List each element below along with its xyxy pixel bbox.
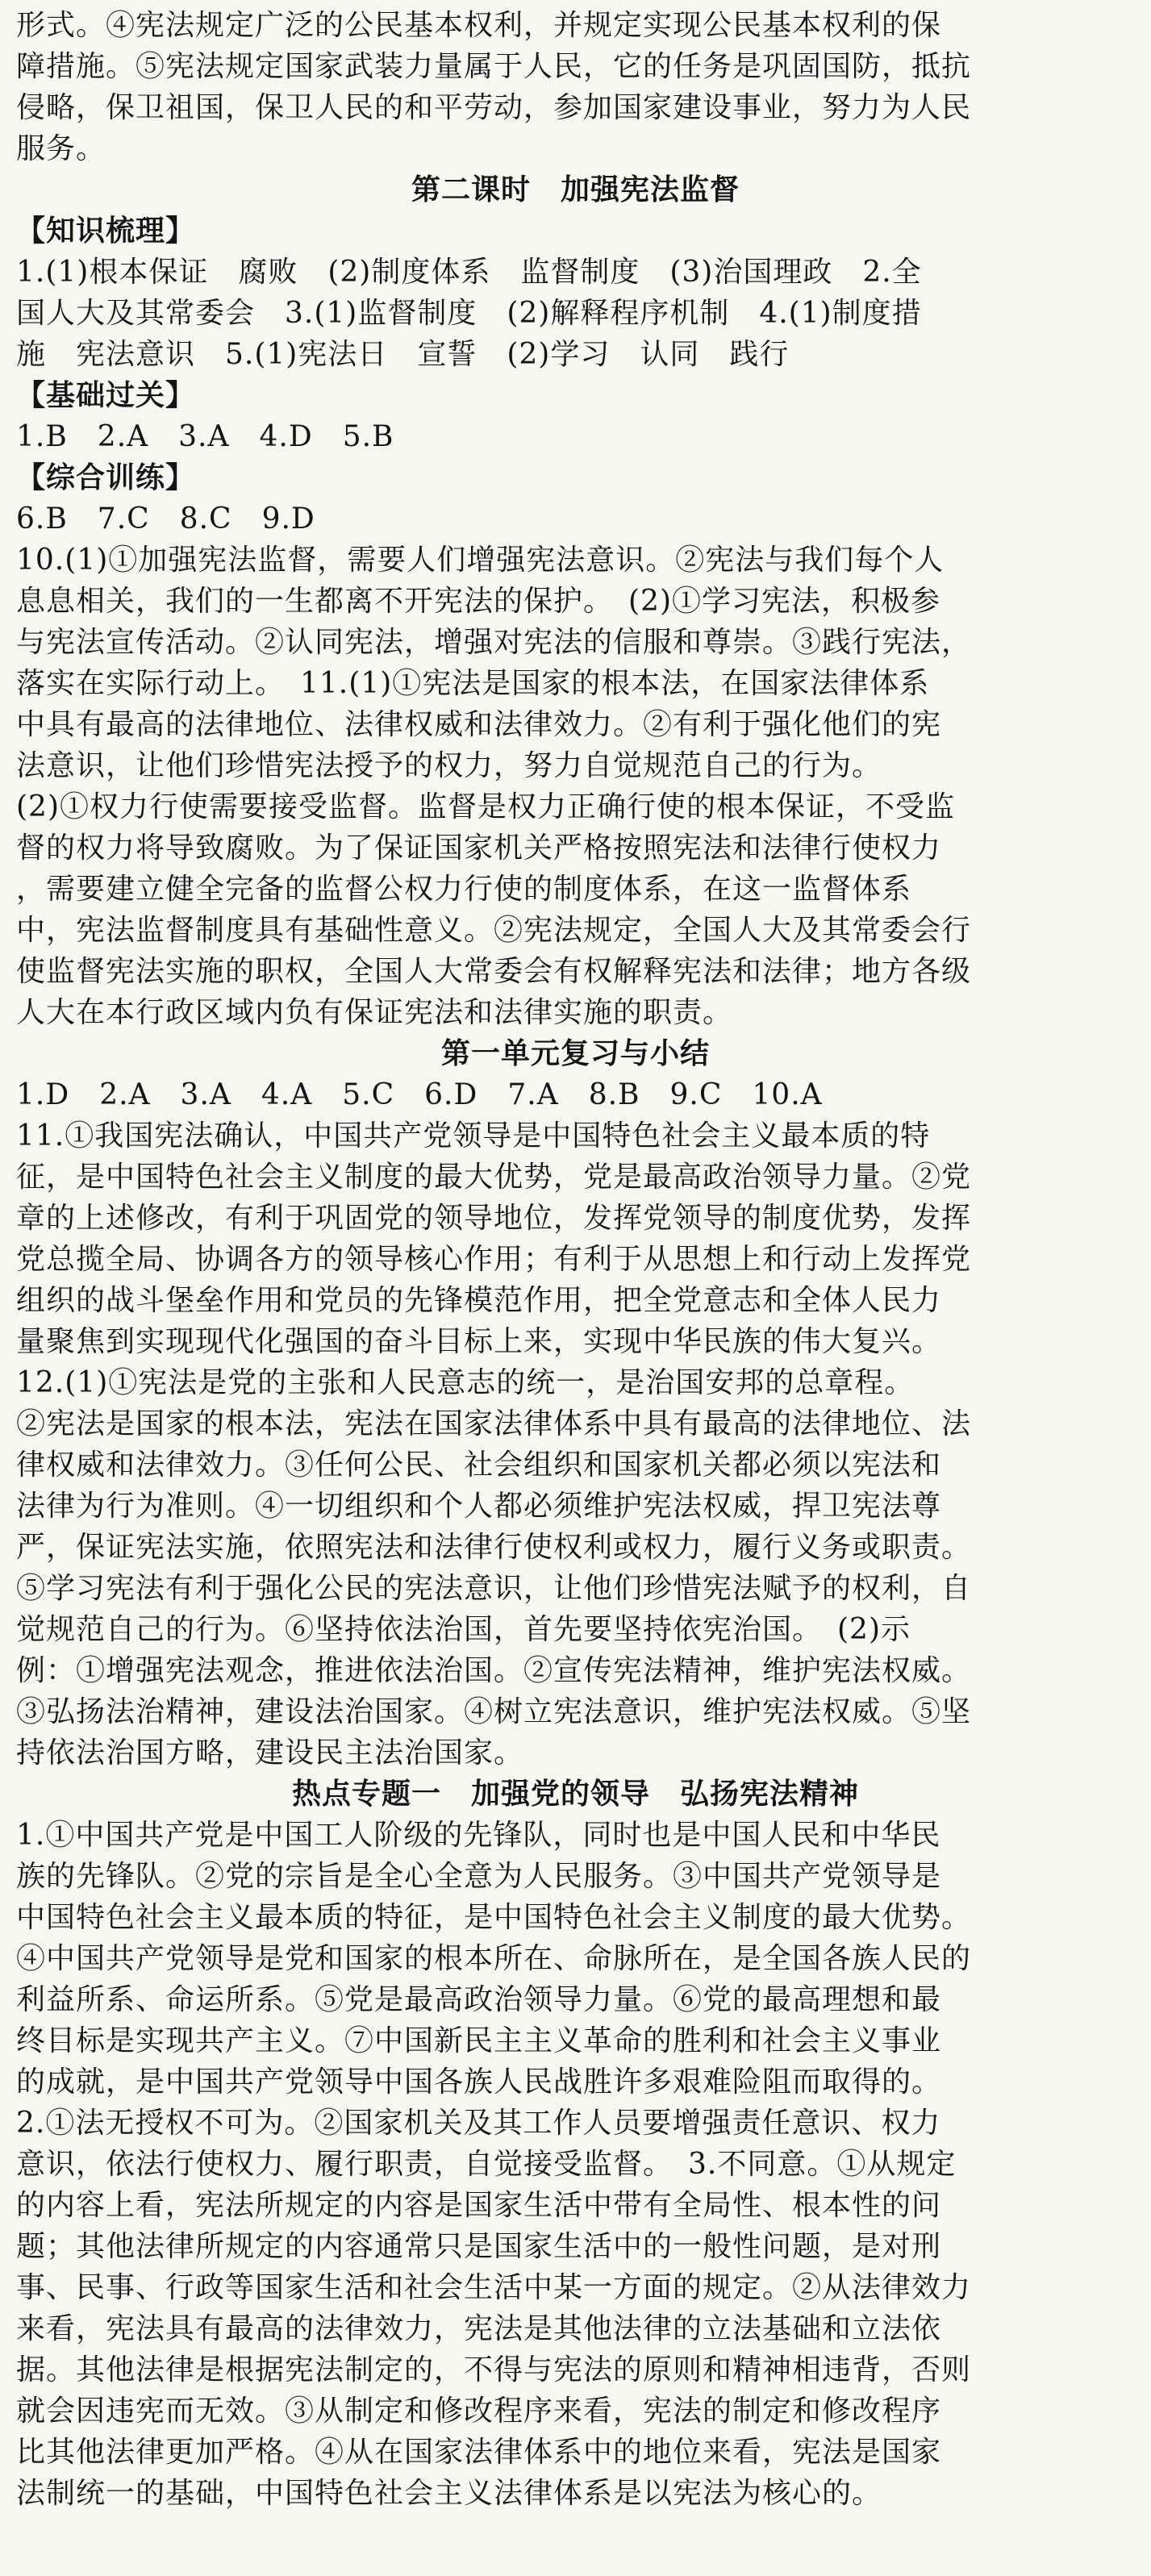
- text-line: 1.①中国共产党是中国工人阶级的先锋队，同时也是中国人民和中华民: [16, 1819, 941, 1852]
- text-line: 1.(1)根本保证 腐败 (2)制度体系 监督制度 (3)治国理政 2.全: [16, 256, 922, 289]
- answer-text-column: [16, 5, 1135, 2514]
- text-line: ，需要建立健全完备的监督公权力行使的制度体系，在这一监督体系: [16, 873, 912, 906]
- text-line: 法意识，让他们珍惜宪法授予的权力，努力自觉规范自己的行为。: [16, 749, 882, 782]
- text-line: 觉规范自己的行为。⑥坚持依法治国，首先要坚持依宪治国。 (2)示: [16, 1613, 911, 1646]
- text-line: 与宪法宣传活动。②认同宪法，增强对宪法的信服和尊崇。③践行宪法，: [16, 626, 972, 659]
- text-line: 6.B 7.C 8.C 9.D: [16, 502, 315, 536]
- text-line: 持依法治国方略，建设民主法治国家。: [16, 1736, 524, 1769]
- text-line: 的内容上看，宪法所规定的内容是国家生活中带有全局性、根本性的问: [16, 2189, 942, 2222]
- text-line: 量聚焦到实现现代化强国的奋斗目标上来，实现中华民族的伟大复兴。: [16, 1325, 942, 1358]
- text-line: 终目标是实现共产主义。⑦中国新民主主义革命的胜利和社会主义事业: [16, 2024, 942, 2057]
- text-line: 服务。: [16, 132, 106, 165]
- text-line: 11.①我国宪法确认，中国共产党领导是中国特色社会主义最本质的特: [16, 1119, 931, 1153]
- text-line: 意识，依法行使权力、履行职责，自觉接受监督。 3.不同意。①从规定: [16, 2148, 957, 2181]
- text-line: 就会因违宪而无效。③从制定和修改程序来看，宪法的制定和修改程序: [16, 2395, 942, 2428]
- text-line: 落实在实际行动上。 11.(1)①宪法是国家的根本法，在国家法律体系: [16, 667, 930, 700]
- text-line: ⑤学习宪法有利于强化公民的宪法意识，让他们珍惜宪法赋予的权利，自: [16, 1572, 972, 1605]
- text-line: 律权威和法律效力。③任何公民、社会组织和国家机关都必须以宪法和: [16, 1448, 942, 1482]
- text-line: 障措施。⑤宪法规定国家武装力量属于人民，它的任务是巩固国防，抵抗: [16, 50, 972, 83]
- text-line: 国人大及其常委会 3.(1)监督制度 (2)解释程序机制 4.(1)制度措: [16, 297, 922, 330]
- unit-review-heading: 第一单元复习与小结: [440, 1036, 710, 1070]
- text-line: 人大在本行政区域内负有保证宪法和法律实施的职责。: [16, 996, 733, 1029]
- text-line: 中国特色社会主义最本质的特征，是中国特色社会主义制度的最大优势。: [16, 1901, 972, 1934]
- text-line: 2.①法无授权不可为。②国家机关及其工作人员要增强责任意识、权力: [16, 2107, 941, 2140]
- text-line: 严，保证宪法实施，依照宪法和法律行使权利或权力，履行义务或职责。: [16, 1531, 972, 1564]
- text-line: 1.D 2.A 3.A 4.A 5.C 6.D 7.A 8.B 9.C 10.A: [16, 1078, 823, 1111]
- text-line: 使监督宪法实施的职权，全国人大常委会有权解释宪法和法律；地方各级: [16, 955, 972, 988]
- text-line: 督的权力将导致腐败。为了保证国家机关严格按照宪法和法律行使权力: [16, 832, 942, 865]
- text-line: ③弘扬法治精神，建设法治国家。④树立宪法意识，维护宪法权威。⑤坚: [16, 1695, 972, 1728]
- text-line: 中具有最高的法律地位、法律权威和法律效力。②有利于强化他们的宪: [16, 708, 942, 741]
- lesson-heading: 第二课时 加强宪法监督: [411, 173, 740, 206]
- text-line: 族的先锋队。②党的宗旨是全心全意为人民服务。③中国共产党领导是: [16, 1860, 942, 1893]
- section-label: 【综合训练】: [16, 461, 196, 494]
- text-line: 来看，宪法具有最高的法律效力，宪法是其他法律的立法基础和立法依: [16, 2312, 942, 2345]
- section-label: 【知识梳理】: [16, 215, 196, 248]
- text-line: 的成就，是中国共产党领导中国各族人民战胜许多艰难险阻而取得的。: [16, 2065, 942, 2099]
- text-line: 章的上述修改，有利于巩固党的领导地位，发挥党领导的制度优势，发挥: [16, 1202, 972, 1235]
- text-line: 事、民事、行政等国家生活和社会生活中某一方面的规定。②从法律效力: [16, 2271, 972, 2304]
- section-label: 【基础过关】: [16, 379, 196, 412]
- text-line: 侵略，保卫祖国，保卫人民的和平劳动，参加国家建设事业，努力为人民: [16, 91, 972, 124]
- text-line: 征，是中国特色社会主义制度的最大优势，党是最高政治领导力量。②党: [16, 1161, 972, 1194]
- text-line: 组织的战斗堡垒作用和党员的先锋模范作用，把全党意志和全体人民力: [16, 1284, 942, 1317]
- text-line: 形式。④宪法规定广泛的公民基本权利，并规定实现公民基本权利的保: [16, 9, 942, 42]
- text-line: 法律为行为准则。④一切组织和个人都必须维护宪法权威，捍卫宪法尊: [16, 1490, 942, 1523]
- text-line: 党总揽全局、协调各方的领导核心作用；有利于从思想上和行动上发挥党: [16, 1243, 972, 1276]
- text-line: 10.(1)①加强宪法监督，需要人们增强宪法意识。②宪法与我们每个人: [16, 544, 945, 577]
- text-line: 比其他法律更加严格。④从在国家法律体系中的地位来看，宪法是国家: [16, 2436, 942, 2469]
- text-line: 法制统一的基础，中国特色社会主义法律体系是以宪法为核心的。: [16, 2477, 882, 2510]
- text-line: 中，宪法监督制度具有基础性意义。②宪法规定，全国人大及其常委会行: [16, 914, 972, 947]
- text-line: 题；其他法律所规定的内容通常只是国家生活中的一般性问题，是对刑: [16, 2230, 942, 2263]
- text-line: 据。其他法律是根据宪法制定的，不得与宪法的原则和精神相违背，否则: [16, 2353, 972, 2386]
- text-line: ②宪法是国家的根本法，宪法在国家法律体系中具有最高的法律地位、法: [16, 1407, 972, 1440]
- text-line: 12.(1)①宪法是党的主张和人民意志的统一，是治国安邦的总章程。: [16, 1366, 915, 1399]
- text-line: 息息相关，我们的一生都离不开宪法的保护。 (2)①学习宪法，积极参: [16, 585, 940, 618]
- text-line: 利益所系、命运所系。⑤党是最高政治领导力量。⑥党的最高理想和最: [16, 1983, 942, 2016]
- text-line: 施 宪法意识 5.(1)宪法日 宣誓 (2)学习 认同 践行: [16, 338, 790, 371]
- text-line: ④中国共产党领导是党和国家的根本所在、命脉所在，是全国各族人民的: [16, 1942, 972, 1975]
- text-line: (2)①权力行使需要接受监督。监督是权力正确行使的根本保证，不受监: [16, 790, 955, 823]
- text-line: 1.B 2.A 3.A 4.D 5.B: [16, 420, 394, 453]
- text-line: 例：①增强宪法观念，推进依法治国。②宣传宪法精神，维护宪法权威。: [16, 1654, 972, 1687]
- hot-topic-heading: 热点专题一 加强党的领导 弘扬宪法精神: [291, 1777, 859, 1811]
